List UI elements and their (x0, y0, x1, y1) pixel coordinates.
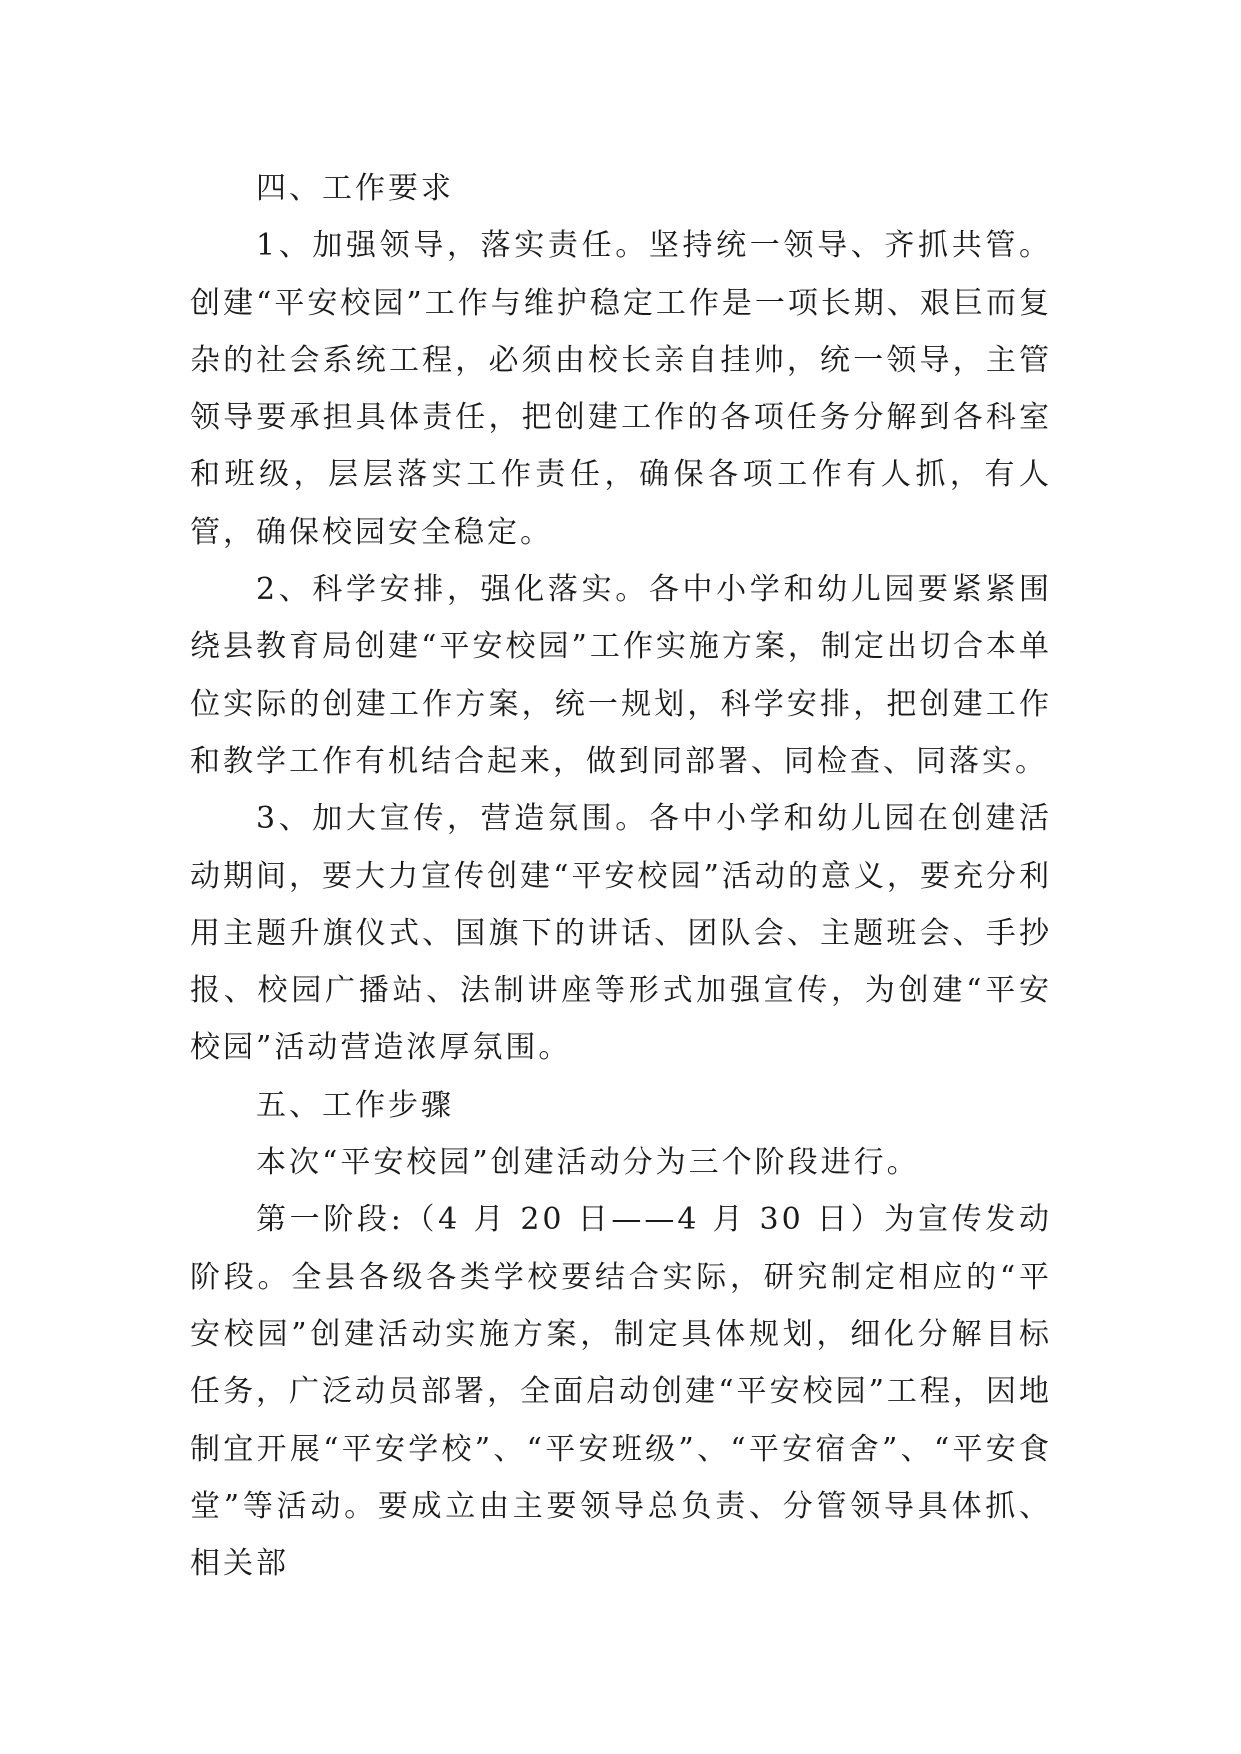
section-heading-work-requirements: 四、工作要求 (256, 171, 454, 206)
paragraph-requirement-1: 1、加强领导，落实责任。坚持统一领导、齐抓共管。创建“平安校园”工作与维护稳定工作是一项长期、艰巨而复杂的社会系统工程，必须由校长亲自挂帅，统一领导，主管领导要承担具体责任，把创建工作的各项任务分解到各科室和班级，层层落实工作责任，确保各项工作有人抓，有人管，确保校园安全稳定。 (190, 228, 1052, 550)
document-body (190, 160, 1052, 1592)
paragraph-stage-1: 第一阶段:（4 月 20 日——4 月 30 日）为宣传发动阶段。全县各级各类学校要结合实际，研究制定相应的“平安校园”创建活动实施方案，制定具体规划，细化分解目标任务，广泛动员部署，全面启动创建“平安校园”工程，因地制宜开展“平安学校”、“平安班级”、“平安宿舍”、“平安食堂”等活动。要成立由主要领导总负责、分管领导具体抓、相关部 (190, 1202, 1052, 1582)
paragraph-requirement-3: 3、加大宣传，营造氛围。各中小学和幼儿园在创建活动期间，要大力宣传创建“平安校园”活动的意义，要充分利用主题升旗仪式、国旗下的讲话、团队会、主题班会、手抄报、校园广播站、法制讲座等形式加强宣传，为创建“平安校园”活动营造浓厚氛围。 (190, 801, 1052, 1066)
paragraph-requirement-2: 2、科学安排，强化落实。各中小学和幼儿园要紧紧围绕县教育局创建“平安校园”工作实施方案，制定出切合本单位实际的创建工作方案，统一规划，科学安排，把创建工作和教学工作有机结合起来，做到同部署、同检查、同落实。 (190, 572, 1052, 779)
paragraph-steps-intro: 本次“平安校园”创建活动分为三个阶段进行。 (256, 1145, 920, 1181)
section-heading-work-steps: 五、工作步骤 (256, 1087, 454, 1123)
